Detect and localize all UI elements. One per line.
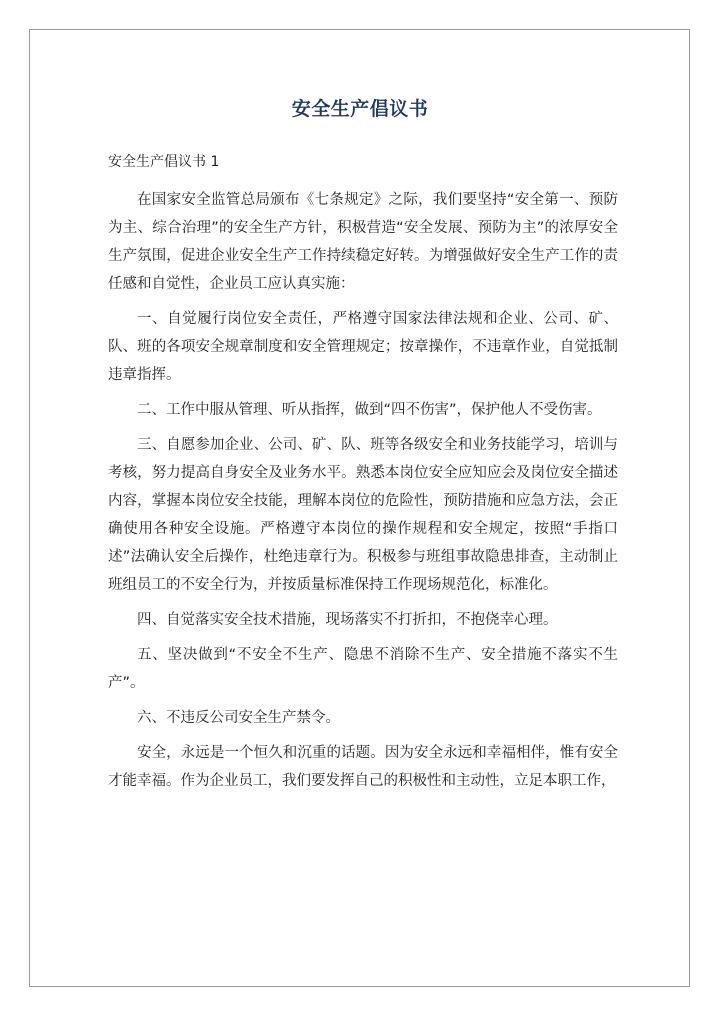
document-body [108, 148, 618, 802]
paragraph-item-6: 六、不违反公司安全生产禁令。 [137, 710, 340, 726]
paragraph-closing: 安全，永远是一个恒久和沉重的话题。因为安全永远和幸福相伴，惟有安全才能幸福。作为企业员工，我们要发挥自己的积极性和主动性，立足本职工作， [108, 745, 618, 789]
paragraph-item-3: 三、自愿参加企业、公司、矿、队、班等各级安全和业务技能学习，培训与考核，努力提高自身安全及业务水平。熟悉本岗位安全应知应会及岗位安全描述内容，掌握本岗位安全技能，理解本岗位的危险性，预防措施和应急方法，会正确使用各种安全设施。严格遵守本岗位的操作规程和安全规定，按照“手指口述”法确认安全后操作，杜绝违章行为。积极参与班组事故隐患排查，主动制止班组员工的不安全行为，并按质量标准保持工作现场规范化，标准化。 [108, 437, 618, 593]
document-title: 安全生产倡议书 [291, 98, 429, 120]
paragraph-item-4: 四、自觉落实安全技术措施，现场落实不打折扣，不抱侥幸心理。 [137, 612, 558, 628]
paragraph-item-2: 二、工作中服从管理、听从指挥，做到“四不伤害”，保护他人不受伤害。 [137, 402, 602, 418]
paragraph-item-5: 五、坚决做到“不安全不生产、隐患不消除不生产、安全措施不落实不生产”。 [108, 647, 618, 691]
paragraph-item-1: 一、自觉履行岗位安全责任，严格遵守国家法律法规和企业、公司、矿、队、班的各项安全规章制度和安全管理规定；按章操作，不违章作业，自觉抵制违章指挥。 [108, 311, 618, 383]
document-subtitle: 安全生产倡议书 1 [108, 154, 220, 170]
paragraph-intro: 在国家安全监管总局颁布《七条规定》之际，我们要坚持“安全第一、预防为主、综合治理”的安全生产方针，积极营造“安全发展、预防为主”的浓厚安全生产氛围，促进企业安全生产工作持续稳定好转。为增强做好安全生产工作的责任感和自觉性，企业员工应认真实施： [108, 192, 618, 292]
